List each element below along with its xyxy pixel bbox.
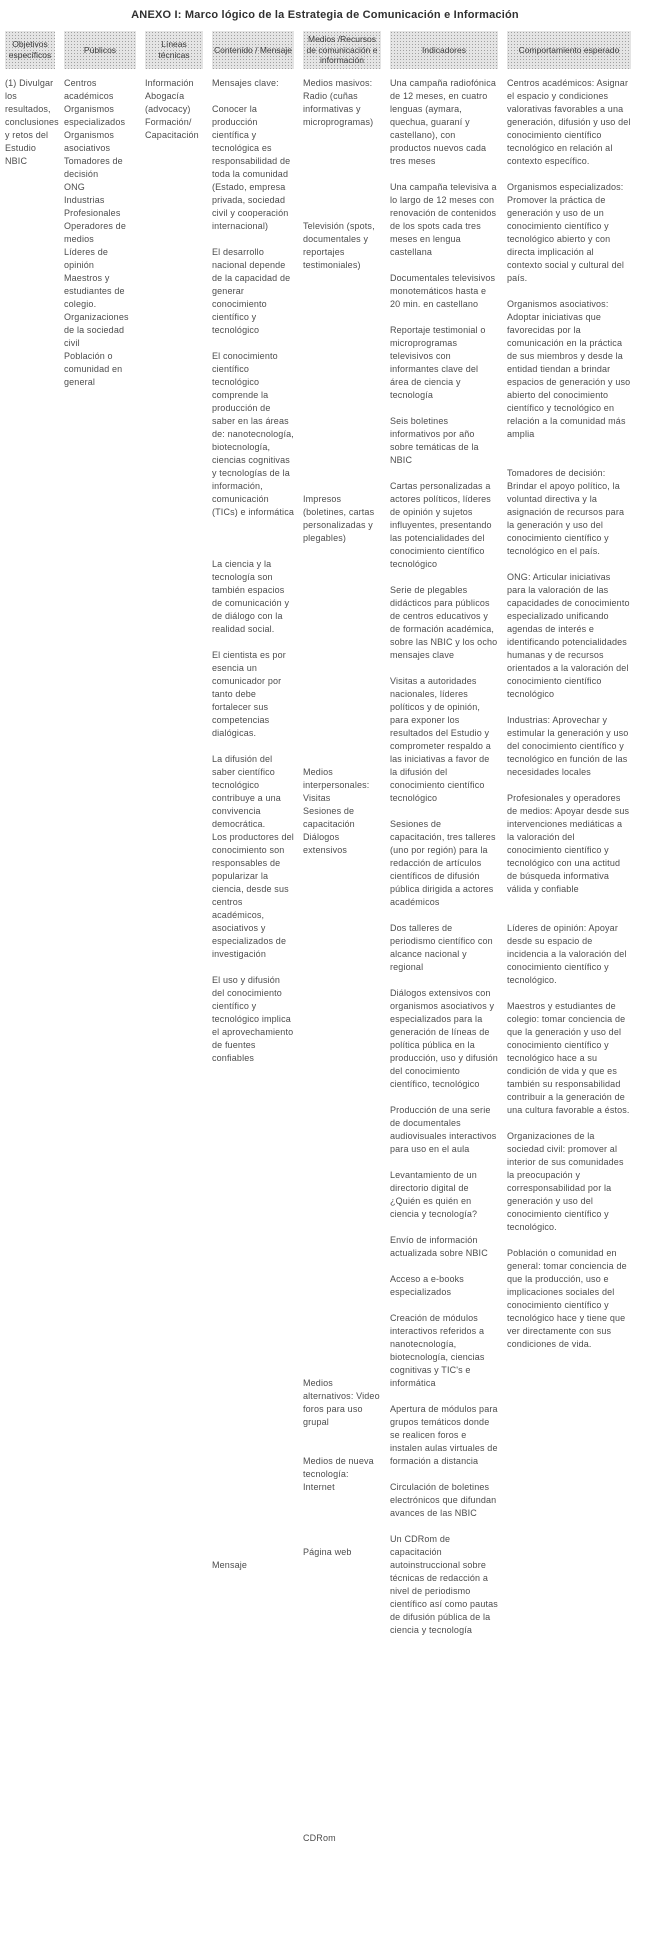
cell-paragraph: Televisión (spots, documentales y reportajes testimoniales)	[303, 220, 375, 270]
cell-paragraph: Circulación de boletines electrónicos que difundan avances de las NBIC	[390, 1481, 497, 1518]
cell-paragraph: Envío de información actualizada sobre NBIC	[390, 1234, 488, 1258]
cell-paragraph: El desarrollo nacional depende de la capacidad de generar conocimiento científico y tecnológico	[212, 246, 291, 335]
cell-paragraph: Maestros y estudiantes de colegio: tomar conciencia de que la generación y uso del conocimiento científico y tecnológico hace a su condición de vida y que es también su responsabilidad contribuir a la generación de una cultura favorable a éstos.	[507, 1000, 630, 1115]
cell-paragraph: Los productores del conocimiento son responsables de popularizar la ciencia, desde sus centros académicos, asociativos y especializados de investigación	[212, 831, 294, 959]
column-publicos	[64, 77, 136, 1845]
cell-paragraph: Población o comunidad en general	[64, 350, 123, 387]
cell-paragraph: Organismos especializados: Promover la práctica de generación y uso de un conocimiento científico y tecnológico abierto y con directa implicación al contexto social y cultural del país.	[507, 181, 625, 283]
cell-paragraph: Diálogos extensivos con organismos asociativos y especializados para la generación de líneas de política pública en la producción, uso y difusión del conocimiento científico, tecnológico	[390, 987, 498, 1089]
cell-paragraph: Medios de nueva tecnología: Internet	[303, 1455, 374, 1492]
column-header-objetivos-especificos: Objetivos específicos	[5, 31, 55, 69]
cell-paragraph: Líderes de opinión	[64, 246, 109, 270]
cell-paragraph: Seis boletines informativos por año sobre temáticas de la NBIC	[390, 415, 479, 465]
column-contenido-mensaje	[212, 77, 294, 1845]
cell-paragraph: El uso y difusión del conocimiento científico y tecnológico implica el aprovechamiento de fuentes confiables	[212, 974, 294, 1063]
cell-paragraph: Medios interpersonales: Visitas	[303, 766, 370, 803]
cell-paragraph: Profesionales y operadores de medios: Apoyar desde sus intervenciones mediáticas a la valoración del conocimiento científico y tecnológico con una actitud de búsqueda informativa válida y confiable	[507, 792, 630, 894]
column-header-contenido-mensaje: Contenido / Mensaje	[212, 31, 294, 69]
cell-paragraph: Abogacía (advocacy)	[145, 90, 191, 114]
cell-paragraph: Tomadores de decisión: Brindar el apoyo político, la voluntad directiva y la asignación de recursos para la generación y uso del conocimiento científico y tecnológico en el país.	[507, 467, 625, 556]
cell-paragraph: Industrias: Aprovechar y estimular la generación y uso del conocimiento científico y tecnológico en función de las necesidades locales	[507, 714, 629, 777]
cell-paragraph: Organismos asociativos: Adoptar iniciativas que favorecidas por la comunicación en la práctica de sus miembros y desde la entidad tiendan a brindar espacios de generación y uso abierto del conocimiento científico y tecnológico en relación a la comunidad más amplia	[507, 298, 631, 439]
cell-paragraph: Una campaña radiofónica de 12 meses, en cuatro lenguas (aymara, quechua, guaraní y castellano), con productos nuevos cada tres meses	[390, 77, 497, 166]
cell-paragraph: El cientista es por esencia un comunicador por tanto debe fortalecer sus competencias dialógicas.	[212, 649, 286, 738]
column-header-lineas-tecnicas: Líneas técnicas	[145, 31, 203, 69]
column-header-publicos: Públicos	[64, 31, 136, 69]
cell-paragraph: Creación de módulos interactivos referidos a nanotecnología, biotecnología, ciencias cognitivas y TIC's e informática	[390, 1312, 485, 1388]
cell-paragraph: Documentales televisivos monotemáticos hasta e 20 min. en castellano	[390, 272, 496, 309]
cell-paragraph: El conocimiento científico tecnológico comprende la producción de saber en las áreas de: nanotecnología, biotecnología, ciencias cognitivas y tecnologías de la información, comunicación (TICs) e informática	[212, 350, 295, 517]
cell-paragraph: Población o comunidad en general: tomar conciencia de que la producción, uso e implicaciones sociales del conocimiento científico y tecnológico hace y tiene que ver directamente con sus condiciones de vida.	[507, 1247, 627, 1349]
cell-paragraph: Sesiones de capacitación	[303, 805, 355, 829]
cell-paragraph: La ciencia y la tecnología son también espacios de comunicación y de diálogo con la realidad social.	[212, 558, 290, 634]
cell-paragraph: Líderes de opinión: Apoyar desde su espacio de incidencia a la valoración del conocimiento científico y tecnológico.	[507, 922, 627, 985]
cell-paragraph: Organizaciones de la sociedad civil	[64, 311, 129, 348]
cell-paragraph: Sesiones de capacitación, tres talleres (uno por región) para la redacción de artículos científicos de difusión pública dirigida a actores académicos	[390, 818, 496, 907]
cell-paragraph: Serie de plegables didácticos para públicos de centros educativos y de formación académica, sobre las NBIC y los ocho mensajes clave	[390, 584, 498, 660]
cell-paragraph: La difusión del saber científico tecnológico contribuye a una convivencia democrática.	[212, 753, 281, 829]
cell-paragraph: CDRom	[303, 1832, 336, 1843]
cell-paragraph: Formación/ Capacitación	[145, 116, 199, 140]
cell-paragraph: Cartas personalizadas a actores políticos, líderes de opinión y sujetos influyentes, presentando las potencialidades del conocimiento científico tecnológico	[390, 480, 492, 569]
cell-paragraph: Dos talleres de periodismo científico con alcance nacional y regional	[390, 922, 493, 972]
cell-paragraph: Producción de una serie de documentales audiovisuales interactivos para uso en el aula	[390, 1104, 497, 1154]
cell-paragraph: Centros académicos: Asignar el espacio y condiciones valorativas favorables a una generación, difusión y uso del conocimiento científico tecnológico en relación al contexto específico.	[507, 77, 631, 166]
cell-paragraph: Impresos (boletines, cartas personalizadas y plegables)	[303, 493, 375, 543]
cell-paragraph: Reportaje testimonial o microprogramas televisivos con informantes clave del área de ciencia y tecnología	[390, 324, 486, 400]
cell-paragraph: Página web	[303, 1546, 352, 1557]
column-header-comportamiento-esperado: Comportamiento esperado	[507, 31, 631, 69]
cell-paragraph: Organismos asociativos	[64, 129, 115, 153]
cell-paragraph: Diálogos extensivos	[303, 831, 348, 855]
cell-paragraph: Levantamiento de un directorio digital de ¿Quién es quién en ciencia y tecnología?	[390, 1169, 478, 1219]
column-indicadores	[390, 77, 498, 1845]
cell-paragraph: Organizaciones de la sociedad civil: promover al interior de sus comunidades la preocupación y corresponsabilidad por la generación y uso del conocimiento científico y tecnológico.	[507, 1130, 624, 1232]
cell-paragraph: Profesionales	[64, 207, 121, 218]
cell-paragraph: Organismos especializados	[64, 103, 126, 127]
column-lineas-tecnicas	[145, 77, 203, 1845]
table-header-row	[0, 31, 650, 69]
cell-paragraph: Acceso a e-books especializados	[390, 1273, 464, 1297]
cell-paragraph: Medios alternativos: Video foros para uso grupal	[303, 1377, 380, 1427]
column-medios-recursos	[303, 77, 381, 1845]
column-comportamiento-esperado	[507, 77, 631, 1845]
cell-paragraph: Centros académicos	[64, 77, 114, 101]
cell-paragraph: Un CDRom de capacitación autoinstruccional sobre técnicas de redacción a nivel de periodismo científico así como pautas de difusión pública de la ciencia y tecnología	[390, 1533, 498, 1635]
page-title: ANEXO I: Marco lógico de la Estrategia de Comunicación e Información	[131, 9, 519, 21]
cell-paragraph: Información	[145, 77, 194, 88]
cell-paragraph: Mensajes clave:	[212, 77, 279, 88]
cell-paragraph: ONG	[64, 181, 85, 192]
cell-paragraph: (1) Divulgar los resultados, conclusiones y retos del Estudio NBIC	[5, 77, 59, 166]
column-header-medios-recursos: Medios /Recursos de comunicación e información	[303, 31, 381, 69]
cell-paragraph: Industrias	[64, 194, 105, 205]
cell-paragraph: Operadores de medios	[64, 220, 126, 244]
cell-paragraph: Conocer la producción científica y tecnológica es responsabilidad de toda la comunidad (Estado, empresa privada, sociedad civil y cooperación internacional)	[212, 103, 291, 231]
cell-paragraph: Una campaña televisiva a lo largo de 12 meses con renovación de contenidos de los spots cada tres meses en lengua castellana	[390, 181, 497, 257]
cell-paragraph: Mensaje	[212, 1559, 248, 1570]
cell-paragraph: Apertura de módulos para grupos temáticos donde se realicen foros e instalen aulas virtuales de formación a distancia	[390, 1403, 498, 1466]
table-body	[0, 77, 650, 1845]
column-objetivos-especificos	[5, 77, 59, 1845]
column-header-indicadores: Indicadores	[390, 31, 498, 69]
cell-paragraph: Tomadores de decisión	[64, 155, 123, 179]
cell-paragraph: Maestros y estudiantes de colegio.	[64, 272, 125, 309]
cell-paragraph: Medios masivos: Radio (cuñas informativas y microprogramas)	[303, 77, 374, 127]
cell-paragraph: Visitas a autoridades nacionales, líderes políticos y de opinión, para exponer los resultados del Estudio y comprometer respaldo a las iniciativas a favor de la difusión del conocimiento científico tecnológico	[390, 675, 491, 803]
cell-paragraph: ONG: Articular iniciativas para la valoración de las capacidades de conocimiento especializado unificando agendas de interés e identificando potencialidades humanas y de recursos orientados a la valoración del conocimiento científico tecnológico	[507, 571, 630, 699]
